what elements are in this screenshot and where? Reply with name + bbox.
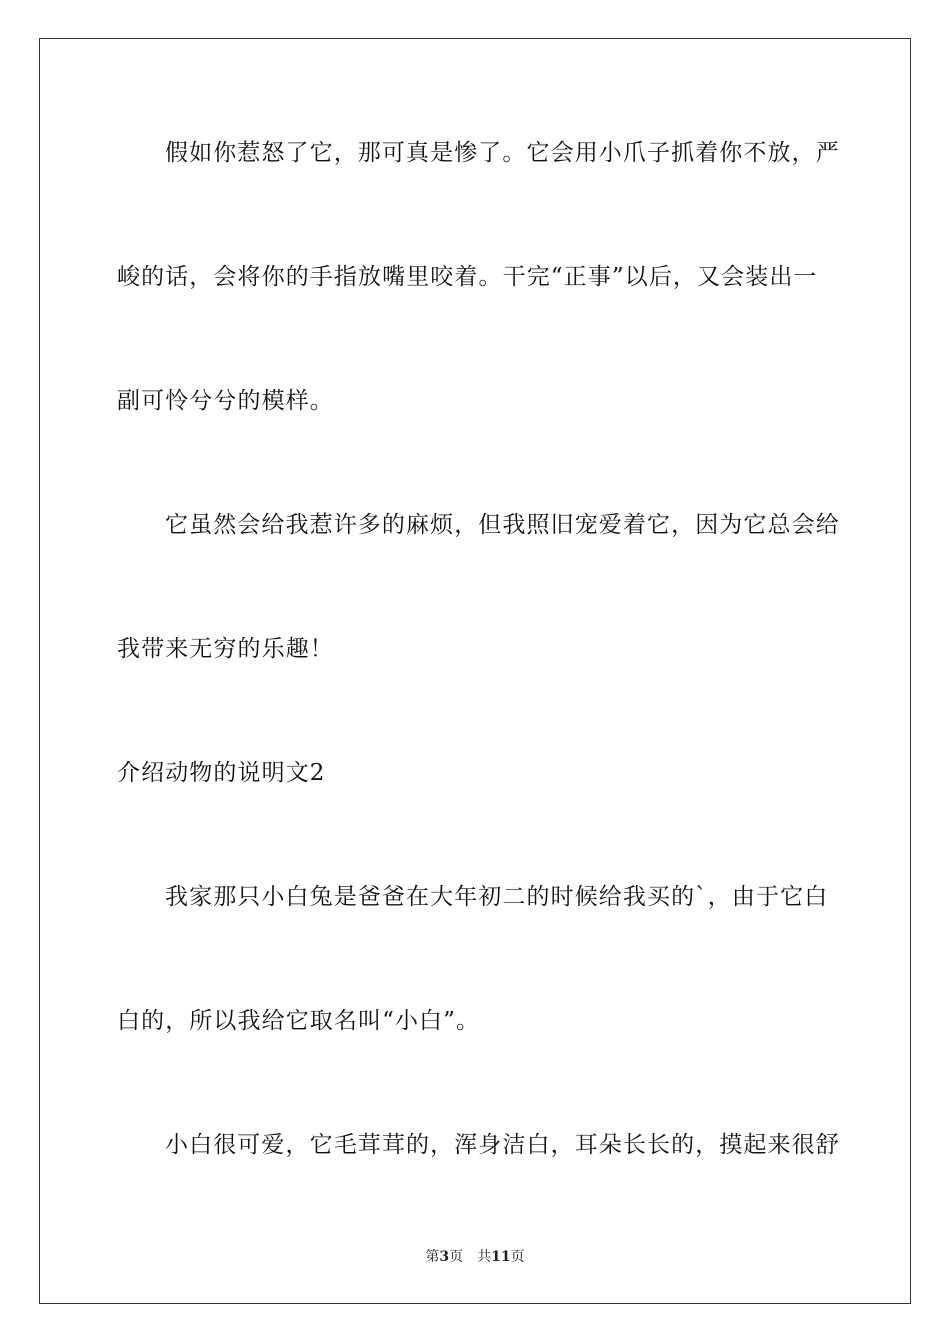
- total-suffix: 页: [510, 1249, 525, 1265]
- total-prefix: 共: [477, 1249, 492, 1265]
- paragraph-line: 它虽然会给我惹许多的麻烦，但我照旧宠爱着它，因为它总会给: [165, 512, 840, 538]
- paragraph-line: 副可怜兮兮的模样。: [117, 388, 334, 414]
- page-footer: [0, 1248, 950, 1266]
- page-suffix: 页: [449, 1249, 464, 1265]
- total-pages: 11: [491, 1249, 511, 1265]
- paragraph-line: 小白很可爱，它毛茸茸的，浑身洁白，耳朵长长的，摸起来很舒: [165, 1132, 840, 1158]
- section-heading: 介绍动物的说明文2: [117, 760, 326, 786]
- paragraph-line: 假如你惹怒了它，那可真是惨了。它会用小爪子抓着你不放，严: [165, 140, 840, 166]
- page-border: [39, 38, 911, 1304]
- paragraph-line: 峻的话，会将你的手指放嘴里咬着。干完“正事”以后，又会装出一: [117, 264, 818, 290]
- page-number: 3: [439, 1249, 450, 1265]
- paragraph-line: 我家那只小白兔是爸爸在大年初二的时候给我买的`，由于它白: [165, 884, 829, 910]
- page-prefix: 第: [425, 1249, 440, 1265]
- paragraph-line: 白的，所以我给它取名叫“小白”。: [117, 1008, 481, 1034]
- paragraph-line: 我带来无穷的乐趣！: [117, 636, 334, 662]
